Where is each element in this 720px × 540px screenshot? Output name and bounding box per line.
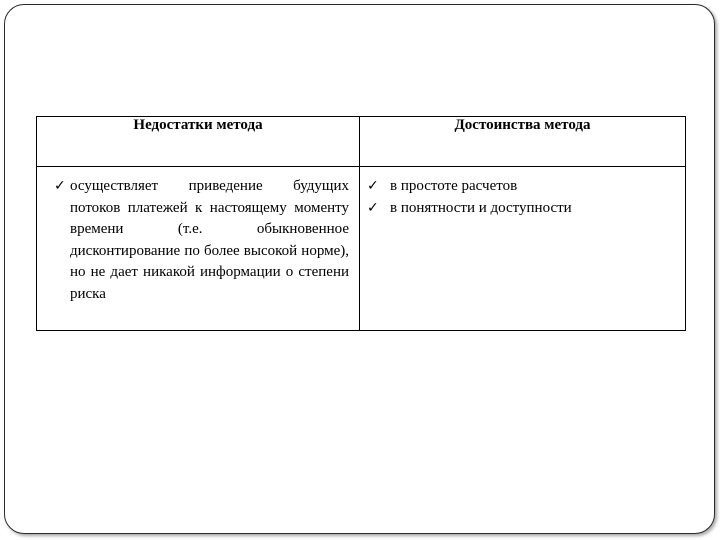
disadvantage-item (37, 176, 359, 305)
disadvantages-list (37, 167, 359, 305)
advantages-list (360, 167, 685, 219)
header-advantages: Достоинства метода (360, 117, 686, 167)
checkmark-icon: ✓ (54, 178, 66, 194)
disadvantages-cell (37, 167, 360, 331)
advantage-item (360, 176, 685, 198)
comparison-table (36, 116, 686, 331)
advantage-item (360, 198, 685, 220)
advantages-cell (360, 167, 686, 331)
checkmark-icon: ✓ (367, 178, 379, 194)
table-body-row (37, 167, 686, 331)
advantage-text: в простоте расчетов (390, 178, 518, 194)
checkmark-icon: ✓ (367, 199, 379, 216)
advantage-text: в понятности и доступности (390, 199, 572, 216)
disadvantage-text: осуществляет приведение будущих потоков платежей к настоящему моменту времени (т.е. обыкновенное дисконтирование по более высокой норме), но не дает никакой информации о степени риска (70, 178, 349, 302)
table-header-row (37, 117, 686, 167)
header-disadvantages: Недостатки метода (37, 117, 360, 167)
